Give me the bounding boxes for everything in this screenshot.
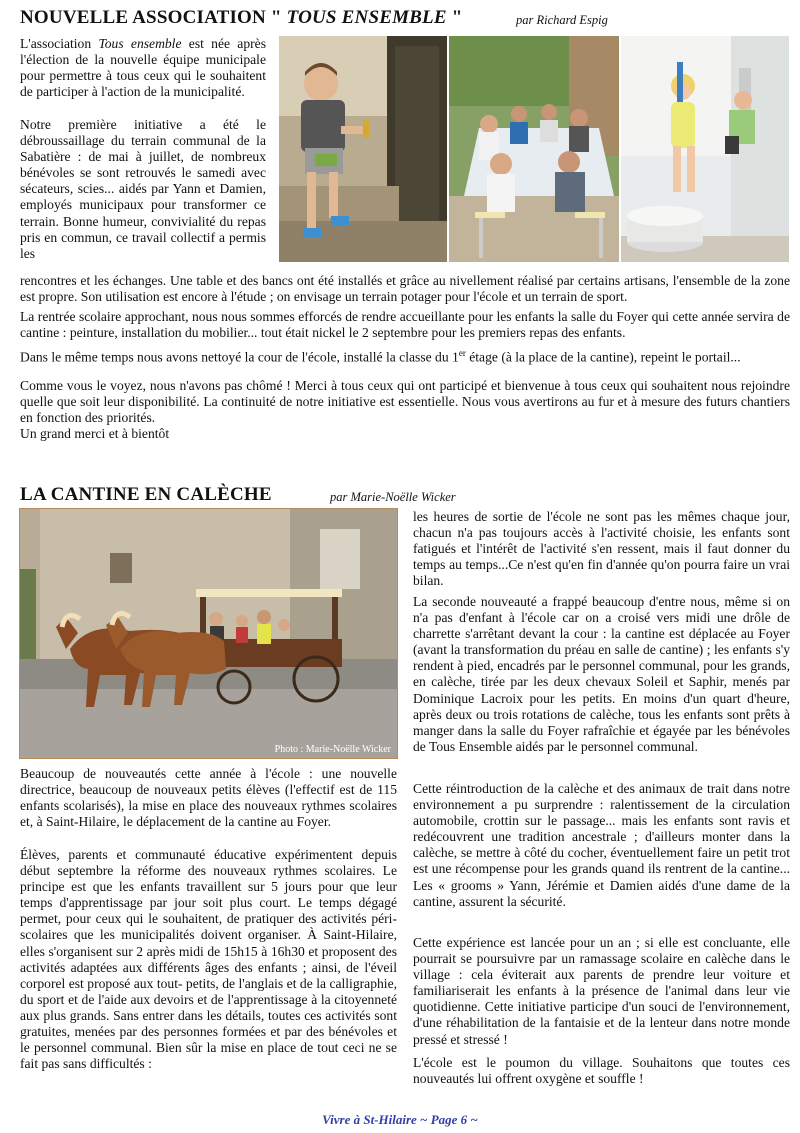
article2-left-p1: Beaucoup de nouveautés cette année à l'école : une nouvelle directrice, beaucoup de nouveaux petits élèves (l'effectif est de 115 enfants scolarisés), la mise en place des nouveaux rythmes scolaires et, à Saint-Hilaire, le déplacement de la cantine au Foyer.	[20, 766, 397, 830]
article1-title-prefix: NOUVELLE ASSOCIATION "	[20, 7, 282, 28]
article1-p2-wide: rencontres et les échanges. Une table et des bancs ont été installés et grâce au nivellement réalisé par certains artisans, l'ensemble de la zone est propre. Son utilisation est encore à l'étude ; on envisage un terrain potager pour l'école et un terrain de sport.	[20, 273, 790, 305]
article1-p5: Comme vous le voyez, nous n'avons pas chômé ! Merci à tous ceux qui ont participé et bienvenue à tous ceux qui souhaitent nous rejoindre quelle que soit leur disponibilité. La continuité de notre initiative est essentielle. Nous vous avertirons au fur et à mesure des futurs chantiers en fonction des priorités.	[20, 378, 790, 426]
article1-title	[20, 7, 462, 29]
photo-children-painting-wall	[621, 36, 789, 262]
article1-p3: La rentrée scolaire approchant, nous nous sommes efforcés de rendre accueillante pour les enfants la salle du Foyer qui cette année servira de cantine : peinture, installation du mobilier... tout était nickel le 2 septembre pour les premiers repas des enfants.	[20, 309, 790, 341]
article1-p1-start: L'association	[20, 36, 99, 51]
article2-right-p4: Cette expérience est lancée pour un an ; si elle est concluante, elle pourrait se poursuivre par un ramassage scolaire en calèche dans le village : cela éviterait aux parents de prendre leur voiture et familiariserait les enfants à la présence de l'animal dans leur vie quotidienne. Cette initiative participe d'un souci de l'environnement, d'une réhabilitation de la fantaisie et de la lenteur dans notre monde pressé et stressé !	[413, 935, 790, 1047]
article1-p1-italic: Tous ensemble	[98, 36, 182, 51]
article1-p4-start: Dans le même temps nous avons nettoyé la cour de l'école, installé la classe du 1	[20, 349, 459, 365]
article1-p4-rest: étage (à la place de la cantine), repeint le portail...	[465, 349, 741, 365]
article1-p4-sup: er	[458, 348, 466, 358]
article2-byline: par Marie-Noëlle Wicker	[330, 490, 456, 504]
article2-title: LA CANTINE EN CALÈCHE	[20, 484, 272, 505]
article1-title-italic: TOUS ENSEMBLE	[281, 7, 452, 28]
article2-right-p5: L'école est le poumon du village. Souhaitons que toutes ces nouveautés lui offrent oxygène et souffle !	[413, 1055, 790, 1087]
article1-p6: Un grand merci et à bientôt	[20, 426, 170, 441]
photo-boy-painting	[279, 36, 447, 262]
article1-p1-rest: est née après l'élection de la nouvelle équipe municipale pour permettre à tous ceux qui le souhaitent de participer à l'action de la municipalité.	[20, 36, 266, 100]
article1-byline: par Richard Espig	[516, 13, 608, 27]
article2-right-p3: Cette réintroduction de la calèche et des animaux de trait dans notre environnement a pu surprendre : ralentissement de la circulation automobile, crottin sur le passage... mais les enfants sont ravis et redécouvrent une tradition ancestrale ; d'ailleurs monter dans la calèche, se mettre à côté du cocher, éventuellement faire un petit trot est une récompense pour les grands quand ils rentrent de la cantine... Les « grooms » Yann, Jérémie et Damien aidés d'une dame de la cantine, assurent la sécurité.	[413, 781, 790, 909]
photo-caleche	[19, 508, 398, 759]
article1-p4	[20, 345, 790, 366]
article2-left-p2: Élèves, parents et communauté éducative expérimentent depuis début septembre la réforme des nouveaux rythmes scolaires. Le principe est que les enfants travaillent sur 5 jours pour que leur temps d'apprentissage par jour soit plus court. Le temps dégagé permet, pour ceux qui le souhaitent, de pratiquer des activités péri- scolaires que les municipalités doivent organiser. À Saint-Hilaire, elles s'organisent sur 2 après midi de 15h15 à 16h30 et proposent des activités adaptées aux différents âges des enfants ; ainsi, de l'éveil corporel est proposé aux tout- petits, de l'anglais et de la calligraphie, du sport et de l'aide aux devoirs et de l'apprentissage à la citoyenneté aux plus grands. Sans entrer dans les détails, toutes ces activités sont gratuites, menées par des personnes formées et par des bénévoles et le personnel communal. Bien sûr la mise en place de tout ceci ne se fait pas sans difficultés :	[20, 847, 397, 1072]
article1-title-suffix: "	[451, 7, 463, 28]
article1-p2-narrow: Notre première initiative a été le débroussaillage du terrain communal de la Sabatière : de mai à juillet, de nombreux bénévoles se sont retrouvés le samedi avec sécateurs, scies... aidés par Yann et Damien, employés municipaux pour transformer ce terrain. Bonne humeur, convivialité du repas pris en commun, ce travail collectif a permis les	[20, 117, 266, 261]
article1-p1	[20, 36, 266, 100]
photo-credit: Photo : Marie-Noëlle Wicker	[274, 744, 391, 755]
article2-right-p2: La seconde nouveauté a frappé beaucoup d'entre nous, même si on n'a pas d'enfant à l'école car on a croisé vers midi une drôle de charrette s'arrêtant devant la cour : la cantine est déplacée au Foyer (avant la transformation du préau en salle de cantine) ; les enfants s'y rendent à pied, encadrés par le personnel communal, pour les grands, en calèche, tirée par les deux chevaux Soleil et Saphir, menés par Dominique Lacroix pour les petits. En moins d'un quart d'heure, après deux ou trois rotations de calèche, tous les enfants sont prêts à manger dans la salle du Foyer rafraîchie et égayée par les bénévoles de Tous Ensemble aidés par le personnel communal.	[413, 594, 790, 754]
article2-right-p1: les heures de sortie de l'école ne sont pas les mêmes chaque jour, chacun n'a pas toujours accès à l'activité choisie, les enfants sont fatigués et l'intérêt de l'activité s'en ressent, mais il faut donner du temps au temps...Ce n'est qu'en fin d'année qu'on pourra faire un vrai bilan.	[413, 509, 790, 589]
page-footer: Vivre à St-Hilaire ~ Page 6 ~	[322, 1112, 478, 1127]
photo-group-meal	[449, 36, 619, 262]
